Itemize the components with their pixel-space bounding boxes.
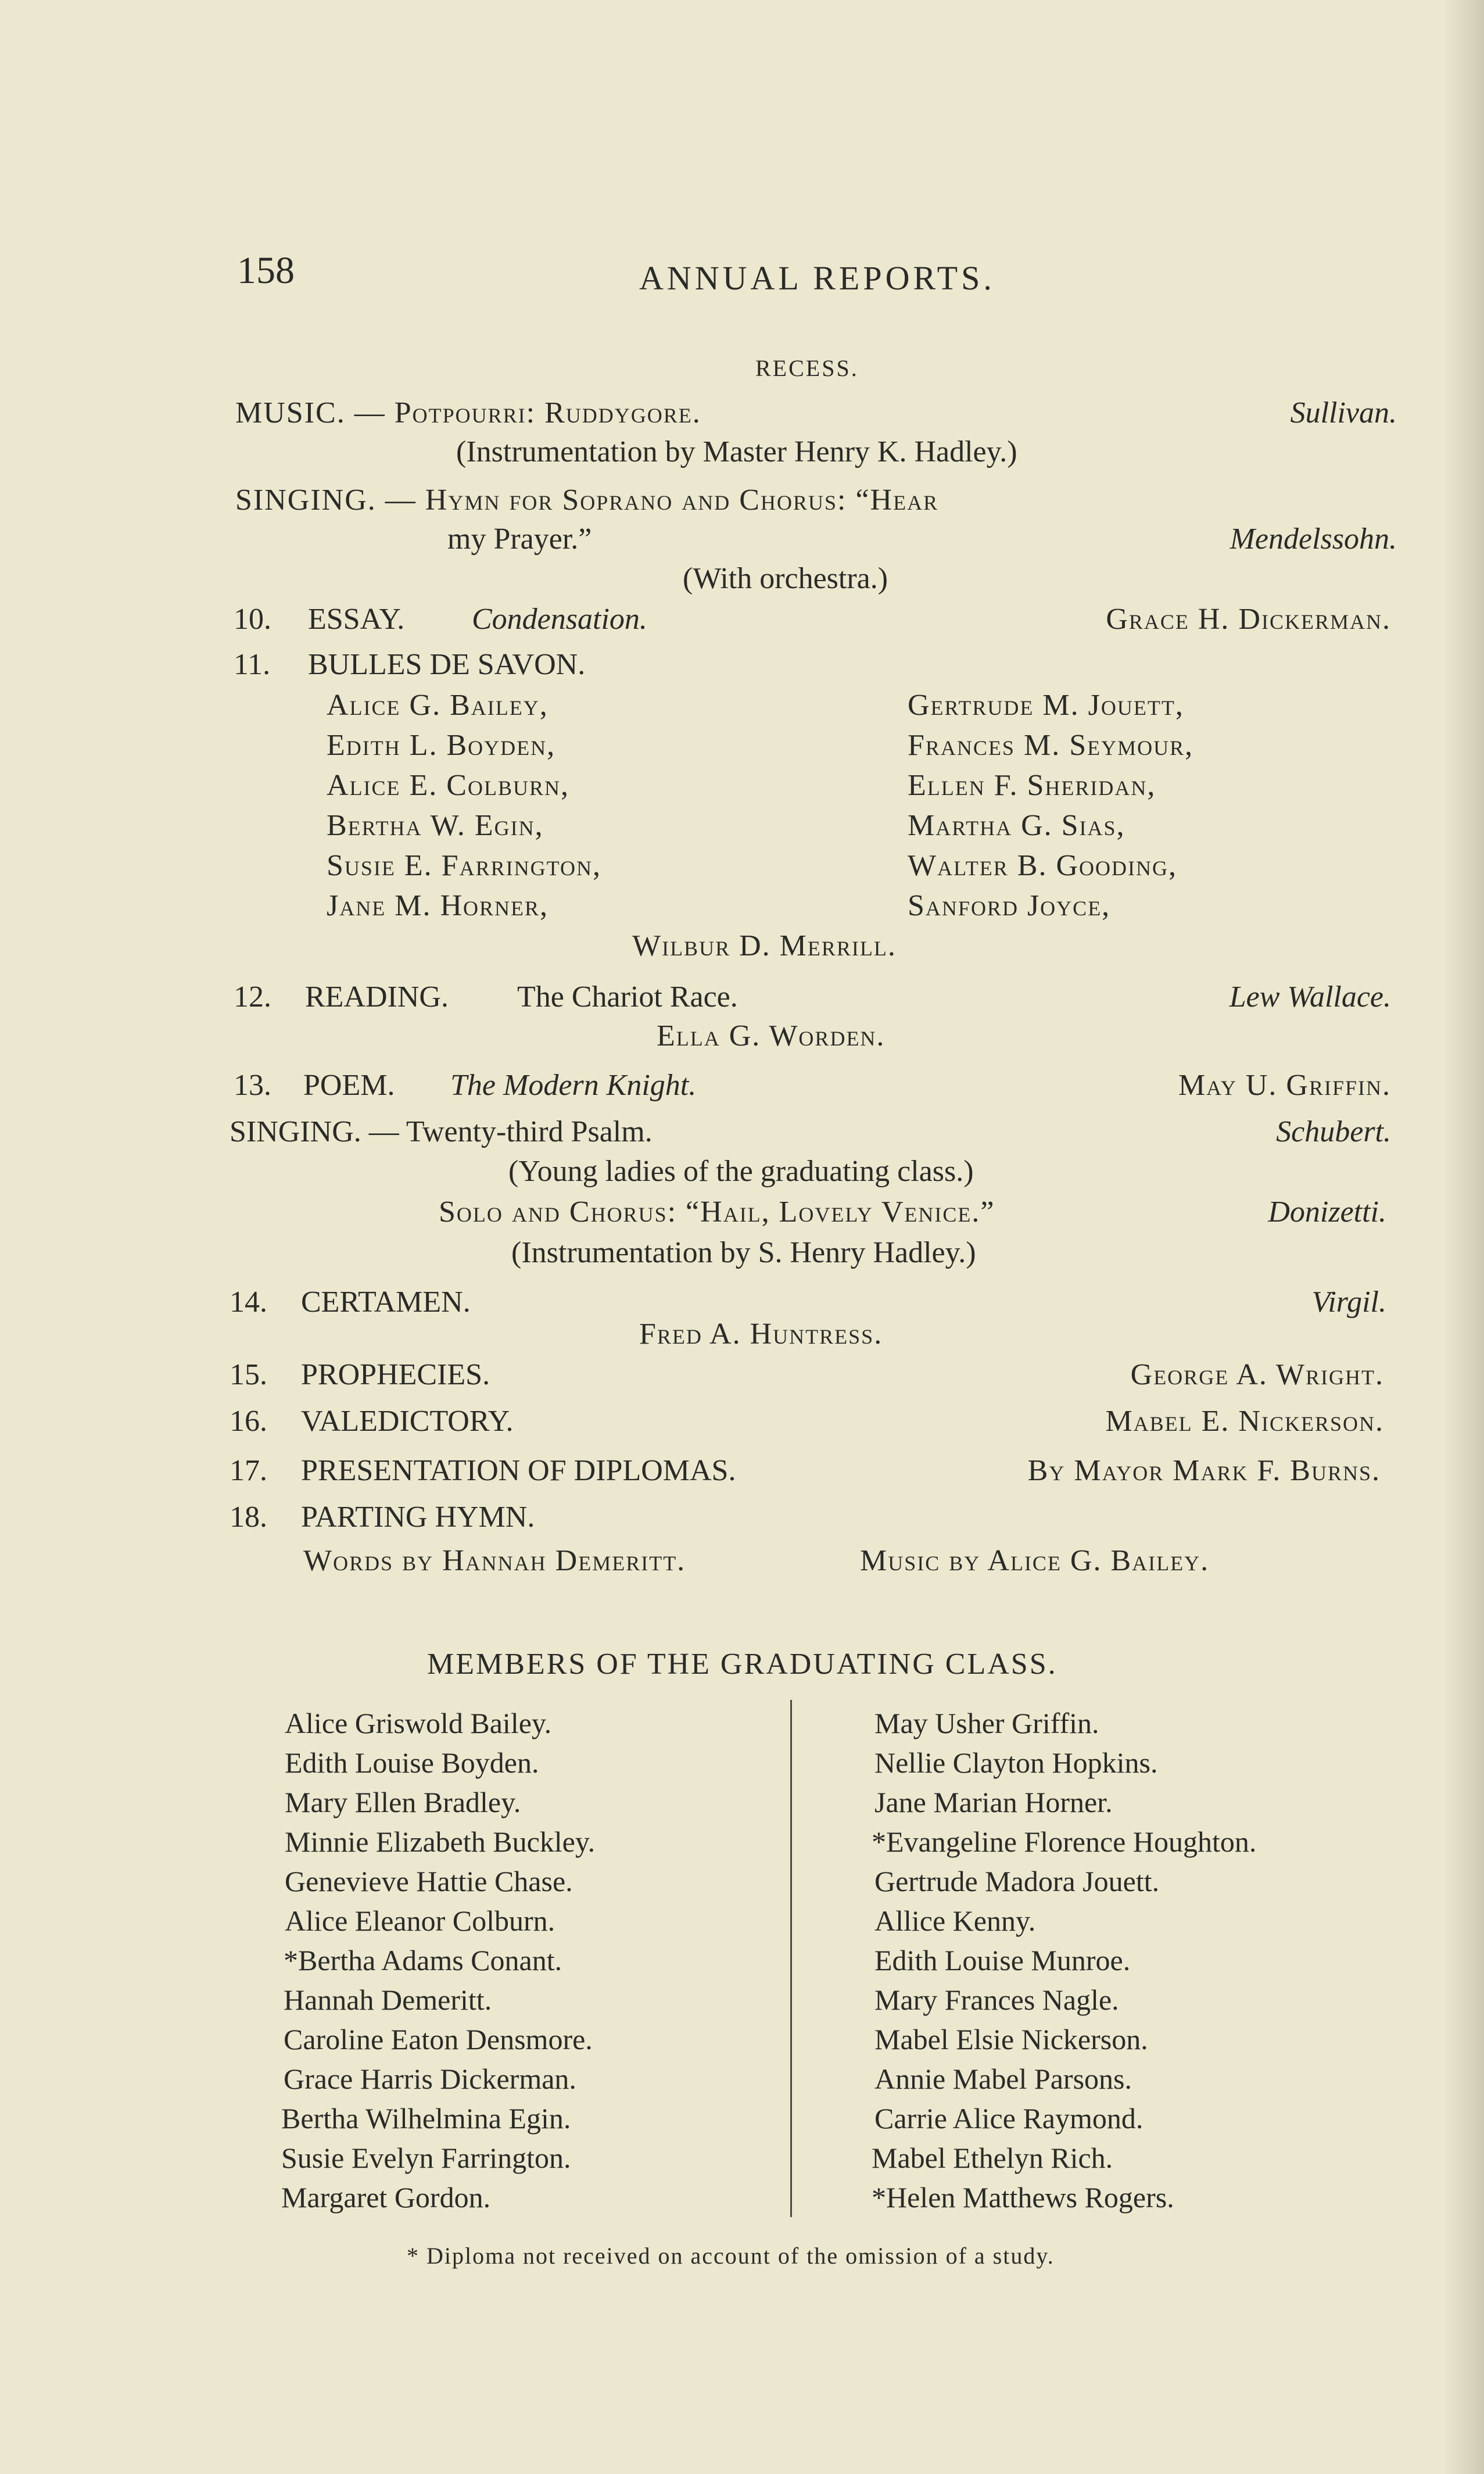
item-10-label: ESSAY. [308, 603, 405, 636]
item-12-number: 12. [234, 980, 271, 1014]
item-15-label: PROPHECIES. [301, 1358, 490, 1391]
item-12-author: Lew Wallace. [1229, 980, 1391, 1014]
member-right-5: Gertrude Madora Jouett. [874, 1865, 1160, 1897]
music-composer: Sullivan. [1290, 396, 1397, 429]
member-left-4: Minnie Elizabeth Buckley. [285, 1825, 596, 1858]
item-14-number: 14. [230, 1286, 267, 1319]
member-left-11: Bertha Wilhelmina Egin. [281, 2102, 571, 2135]
cast-left-6: Jane M. Horner, [327, 889, 549, 922]
column-divider [790, 1700, 792, 2217]
page-edge-shadow [1443, 0, 1484, 2474]
music-note: (Instrumentation by Master Henry K. Hadley.) [456, 435, 1017, 468]
member-right-3: Jane Marian Horner. [874, 1786, 1113, 1818]
item-12-label: READING. [305, 980, 449, 1014]
singing-psalm-note: (Young ladies of the graduating class.) [508, 1155, 974, 1188]
item-15-performer: George A. Wright. [1130, 1358, 1384, 1391]
item-10-number: 10. [234, 603, 271, 636]
member-right-10: Annie Mabel Parsons. [874, 2063, 1132, 2095]
page-number: 158 [237, 249, 295, 292]
member-right-13: *Helen Matthews Rogers. [872, 2181, 1174, 2214]
footnote: * Diploma not received on account of the omission of a study. [407, 2243, 1055, 2269]
member-left-2: Edith Louise Boyden. [285, 1746, 539, 1779]
item-18-music: Music by Alice G. Bailey. [860, 1544, 1210, 1577]
cast-right-3: Ellen F. Sheridan, [908, 769, 1156, 802]
singing-hymn-line1: SINGING. — Hymn for Soprano and Chorus: “Hear [235, 484, 939, 517]
member-right-12: Mabel Ethelyn Rich. [872, 2142, 1113, 2174]
item-18-label: PARTING HYMN. [301, 1501, 535, 1534]
member-right-8: Mary Frances Nagle. [874, 1984, 1119, 2016]
cast-right-1: Gertrude M. Jouett, [908, 689, 1184, 722]
item-13-number: 13. [234, 1069, 271, 1102]
item-12-title: The Chariot Race. [517, 980, 738, 1014]
member-right-1: May Usher Griffin. [874, 1707, 1099, 1739]
member-left-6: Alice Eleanor Colburn. [285, 1904, 555, 1937]
singing-hymn-composer: Mendelssohn. [1230, 522, 1397, 556]
item-14-performer: Fred A. Huntress. [639, 1317, 883, 1351]
members-heading: MEMBERS OF THE GRADUATING CLASS. [427, 1648, 1058, 1681]
solo-chorus-line: Solo and Chorus: “Hail, Lovely Venice.” [439, 1195, 995, 1229]
item-13-performer: May U. Griffin. [1178, 1069, 1391, 1102]
singing-psalm-line: SINGING. — Twenty-third Psalm. [230, 1115, 653, 1148]
item-14-author: Virgil. [1311, 1286, 1386, 1319]
music-line: MUSIC. — Potpourri: Ruddygore. [235, 396, 701, 429]
item-10-title: Condensation. [472, 603, 647, 636]
singing-psalm-composer: Schubert. [1276, 1115, 1391, 1148]
item-13-label: POEM. [303, 1069, 395, 1102]
member-right-6: Allice Kenny. [874, 1904, 1036, 1937]
recess-heading: RECESS. [755, 355, 859, 381]
item-15-number: 15. [230, 1358, 267, 1391]
member-right-4: *Evangeline Florence Houghton. [872, 1825, 1257, 1858]
cast-last: Wilbur D. Merrill. [632, 929, 897, 962]
solo-chorus-note: (Instrumentation by S. Henry Hadley.) [511, 1236, 976, 1269]
cast-right-2: Frances M. Seymour, [908, 729, 1194, 762]
item-16-performer: Mabel E. Nickerson. [1105, 1405, 1384, 1438]
item-13-title: The Modern Knight. [450, 1069, 697, 1102]
singing-hymn-line2: my Prayer.” [447, 522, 592, 556]
member-left-7: *Bertha Adams Conant. [284, 1944, 562, 1977]
item-14-label: CERTAMEN. [301, 1286, 471, 1319]
cast-right-5: Walter B. Gooding, [908, 849, 1177, 882]
item-17-number: 17. [230, 1454, 267, 1487]
item-12-performer: Ella G. Worden. [657, 1019, 886, 1052]
item-10-performer: Grace H. Dickerman. [1106, 603, 1391, 636]
member-left-1: Alice Griswold Bailey. [285, 1707, 552, 1739]
singing-hymn-note: (With orchestra.) [683, 562, 888, 595]
cast-left-5: Susie E. Farrington, [327, 849, 601, 882]
item-16-number: 16. [230, 1405, 267, 1438]
item-11-label: BULLES DE SAVON. [308, 648, 586, 681]
cast-right-4: Martha G. Sias, [908, 809, 1125, 842]
item-16-label: VALEDICTORY. [301, 1405, 514, 1438]
cast-left-4: Bertha W. Egin, [327, 809, 544, 842]
cast-left-2: Edith L. Boyden, [327, 729, 556, 762]
member-left-10: Grace Harris Dickerman. [284, 2063, 576, 2095]
member-right-9: Mabel Elsie Nickerson. [874, 2023, 1148, 2056]
cast-left-1: Alice G. Bailey, [327, 689, 549, 722]
item-18-words: Words by Hannah Demeritt. [303, 1544, 686, 1577]
item-11-number: 11. [234, 648, 271, 681]
member-left-5: Genevieve Hattie Chase. [285, 1865, 573, 1897]
member-left-9: Caroline Eaton Densmore. [284, 2023, 593, 2056]
item-17-performer: By Mayor Mark F. Burns. [1027, 1454, 1381, 1487]
item-18-number: 18. [230, 1501, 267, 1534]
cast-right-6: Sanford Joyce, [908, 889, 1111, 922]
member-right-7: Edith Louise Munroe. [874, 1944, 1131, 1977]
member-right-2: Nellie Clayton Hopkins. [874, 1746, 1158, 1779]
member-left-3: Mary Ellen Bradley. [285, 1786, 521, 1818]
running-title: ANNUAL REPORTS. [639, 259, 995, 297]
member-left-12: Susie Evelyn Farrington. [281, 2142, 571, 2174]
solo-chorus-composer: Donizetti. [1268, 1195, 1386, 1229]
member-left-13: Margaret Gordon. [281, 2181, 491, 2214]
item-17-label: PRESENTATION OF DIPLOMAS. [301, 1454, 736, 1487]
member-left-8: Hannah Demeritt. [284, 1984, 492, 2016]
cast-left-3: Alice E. Colburn, [327, 769, 569, 802]
member-right-11: Carrie Alice Raymond. [874, 2102, 1144, 2135]
